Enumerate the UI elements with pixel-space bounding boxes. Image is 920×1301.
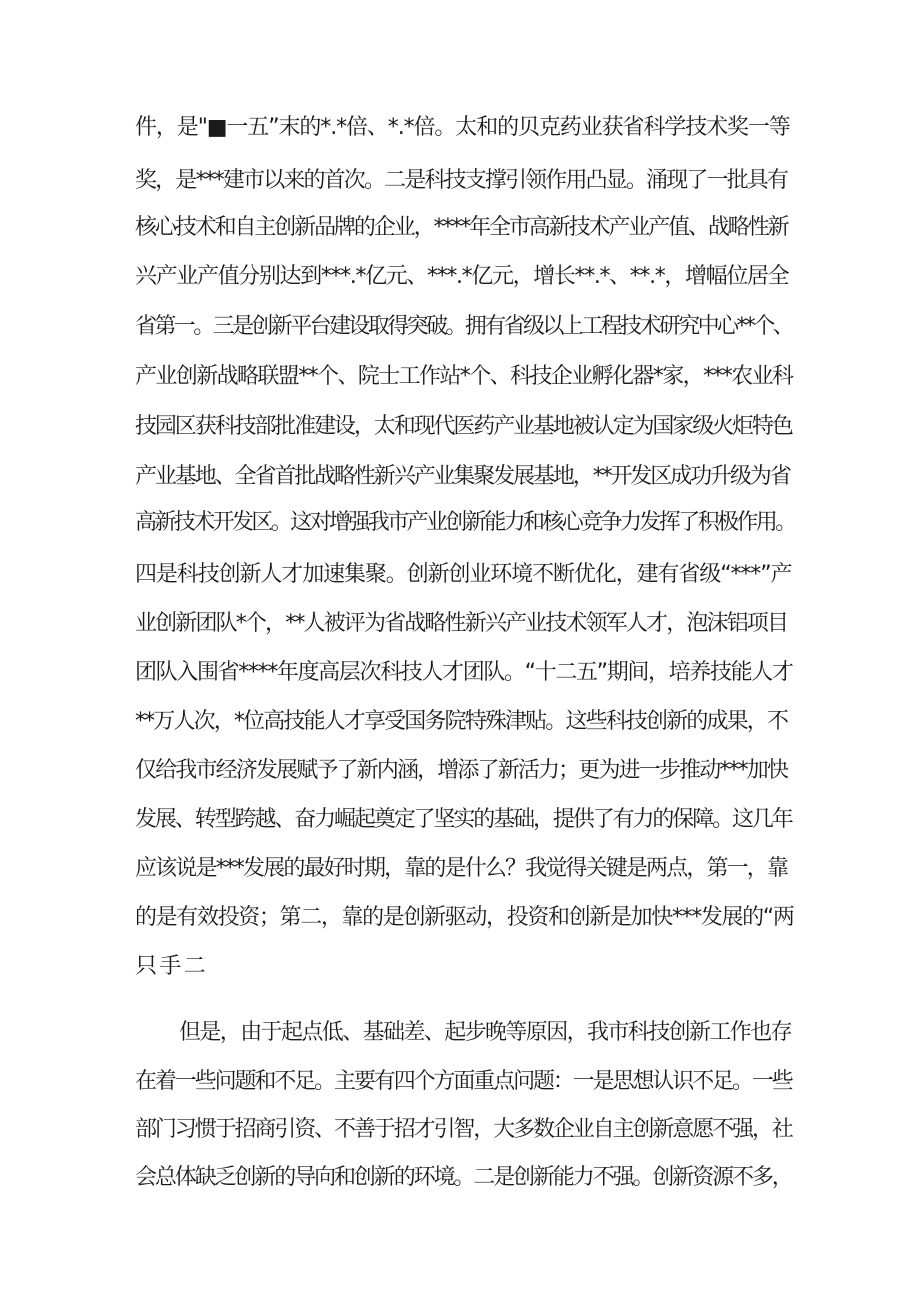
text-line: 应该说是***发展的最好时期，靠的是什么？我觉得关键是两点，第一，靠 [135,856,788,881]
text-line: 产业基地、全省首批战略性新兴产业集聚发展基地，**开发区成功升级为省 [135,464,790,489]
text-line: 件，是"■一五”末的*.*倍、*.*倍。太和的贝克药业获省科学技术奖一等 [135,115,790,140]
text-line: 四是科技创新人才加速集聚。创新创业环境不断优化，建有省级“***”产 [135,562,792,587]
text-line: 业创新团队*个，**人被评为省战略性新兴产业技术领军人才，泡沫铝项目 [135,611,788,636]
text-line: 高新技术开发区。这对增强我市产业创新能力和核心竞争力发挥了积极作用。 [135,510,795,535]
text-line: 的是有效投资；第二，靠的是创新驱动，投资和创新是加快***发展的“两 [135,905,794,930]
text-line: 产业创新战略联盟**个、院士工作站*个、科技企业孵化器*家，***农业科 [135,364,793,389]
text-line: 在着一些问题和不足。主要有四个方面重点问题：一是思想认识不足。一些 [135,1069,792,1094]
text-line: 部门习惯于招商引资、不善于招才引智，大多数企业自主创新意愿不强，社 [135,1117,792,1142]
text-line: 核心技术和自主创新品牌的企业，****年全市高新技术产业产值、战略性新 [135,215,788,240]
text-line: 只手二 [135,954,209,979]
text-line: **万人次，*位高技能人才享受国务院特殊津贴。这些科技创新的成果，不 [135,709,788,734]
text-line: 仅给我市经济发展赋予了新内涵，增添了新活力；更为进一步推动***加快 [135,758,788,783]
text-line: 省第一。三是创新平台建设取得突破。拥有省级以上工程技术研究中心**个、 [135,314,793,339]
text-line: 技园区获科技部批准建设，太和现代医药产业基地被认定为国家级火炬特色 [135,414,792,439]
text-line: 兴产业产值分别达到***.*亿元、***.*亿元，增长**.*、**.*，增幅位居全 [135,264,789,289]
text-line: 发展、转型跨越、奋力崛起奠定了坚实的基础，提供了有力的保障。这几年 [135,807,792,832]
text-line: 团队入围省****年度高层次科技人才团队。“十二五”期间，培养技能人才 [135,660,793,685]
text-line: 会总体缺乏创新的导向和创新的环境。二是创新能力不强。创新资源不多， [135,1165,792,1190]
text-line: 奖，是***建市以来的首次。二是科技支撑引领作用凸显。涌现了一批具有 [135,168,788,193]
paragraph-first-line: 但是，由于起点低、基础差、起步晚等原因，我市科技创新工作也存 [179,1020,792,1045]
